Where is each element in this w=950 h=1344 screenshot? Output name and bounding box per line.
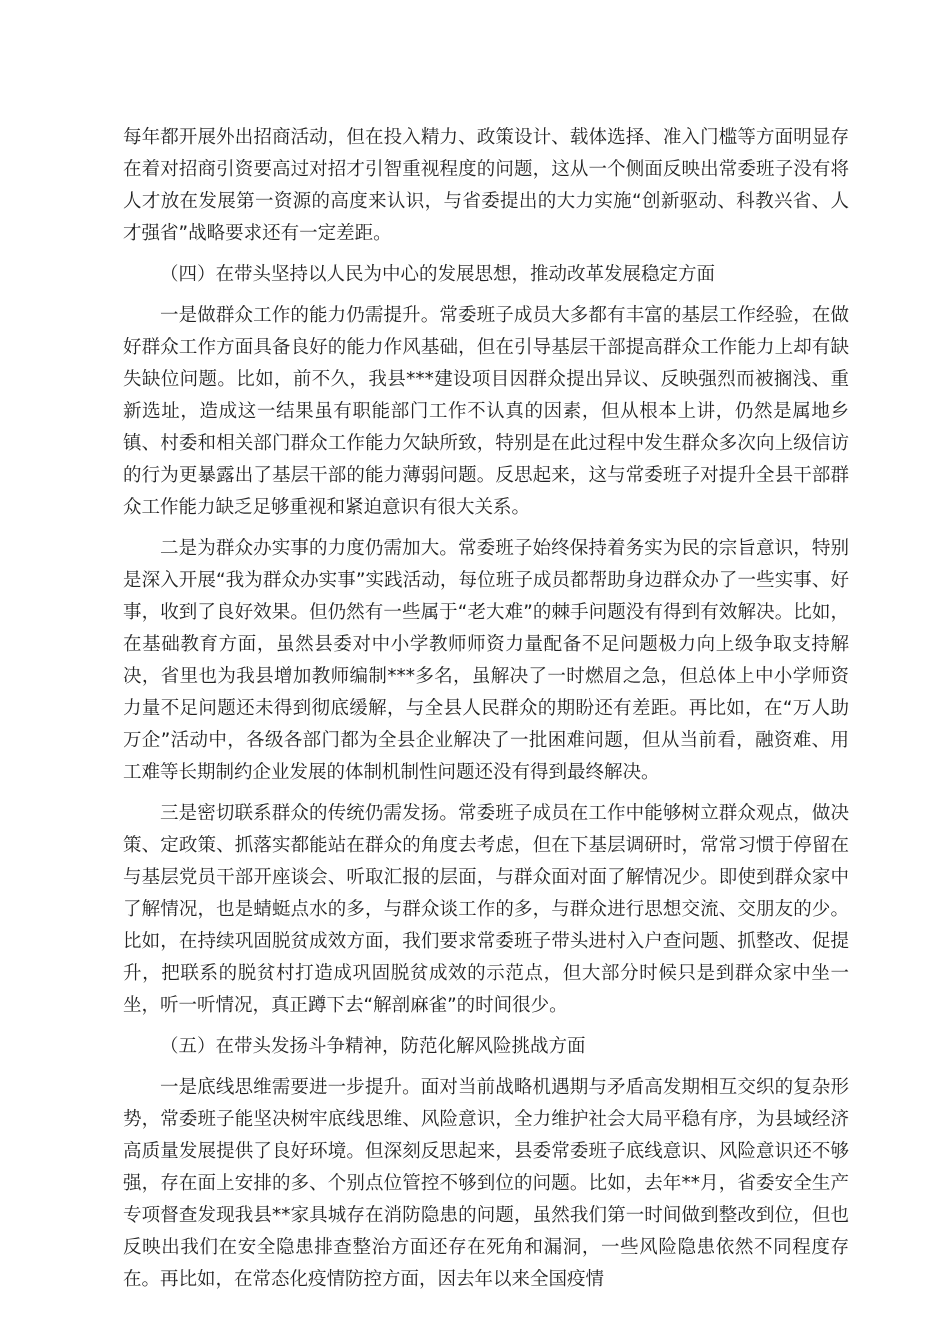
paragraph-contact-masses: 三是密切联系群众的传统仍需发扬。常委班子成员在工作中能够树立群众观点，做决策、定政策、抓落实都能站在群众的角度去考虑，但在下基层调研时，常常习惯于停留在与基层党员干部开座谈会、听取汇报的层面，与群众面对面了解情况少。即使到群众家中了解情况，也是蜻蜓点水的多，与群众谈工作的多，与群众进行思想交流、交朋友的少。比如，在持续巩固脱贫成效方面，我们要求常委班子带头进村入户查问题、抓整改、促提升，把联系的脱贫村打造成巩固脱贫成效的示范点，但大部分时候只是到群众家中坐一坐，听一听情况，真正蹲下去“解剖麻雀”的时间很少。 [123,803,849,1016]
paragraph-bottom-line-thinking: 一是底线思维需要进一步提升。面对当前战略机遇期与矛盾高发期相互交织的复杂形势，常委班子能坚决树牢底线思维、风险意识，全力维护社会大局平稳有序，为县域经济高质量发展提供了良好环境。但深刻反思起来，县委常委班子底线意识、风险意识还不够强，存在面上安排的多、个别点位管控不够到位的问题。比如，去年**月，省委安全生产专项督查发现我县**家具城存在消防隐患的问题，虽然我们第一时间做到整改到位，但也反映出我们在安全隐患排查整治方面还存在死角和漏洞，一些风险隐患依然不同程度存在。再比如，在常态化疫情防控方面，因去年以来全国疫情 [123,1077,849,1290]
document-body [123,122,849,1305]
section-heading-4: （四）在带头坚持以人民为中心的发展思想，推动改革发展稳定方面 [160,264,716,285]
section-heading-5: （五）在带头发扬斗争精神，防范化解风险挑战方面 [160,1036,586,1057]
paragraph-mass-work-ability: 一是做群众工作的能力仍需提升。常委班子成员大多都有丰富的基层工作经验，在做好群众工作方面具备良好的能力作风基础，但在引导基层干部提高群众工作能力上却有缺失缺位问题。比如，前不久，我县***建设项目因群众提出异议、反映强烈而被搁浅、重新选址，造成这一结果虽有职能部门工作不认真的因素，但从根本上讲，仍然是属地乡镇、村委和相关部门群众工作能力欠缺所致，特别是在此过程中发生群众多次向上级信访的行为更暴露出了基层干部的能力薄弱问题。反思起来，这与常委班子对提升全县干部群众工作能力缺乏足够重视和紧迫意识有很大关系。 [123,305,849,518]
paragraph-practical-matters: 二是为群众办实事的力度仍需加大。常委班子始终保持着务实为民的宗旨意识，特别是深入开展“我为群众办实事”实践活动，每位班子成员都帮助身边群众办了一些实事、好事，收到了良好效果。但仍然有一些属于“老大难”的棘手问题没有得到有效解决。比如，在基础教育方面，虽然县委对中小学教师师资力量配备不足问题极力向上级争取支持解决，省里也为我县增加教师编制***多名，虽解决了一时燃眉之急，但总体上中小学师资力量不足问题还未得到彻底缓解，与全县人民群众的期盼还有差距。再比如，在“万人助万企”活动中，各级各部门都为全县企业解决了一批困难问题，但从当前看，融资难、用工难等长期制约企业发展的体制机制性问题还没有得到最终解决。 [123,538,849,783]
paragraph-talent-strategy: 每年都开展外出招商活动，但在投入精力、政策设计、载体选择、准入门槛等方面明显存在着对招商引资要高过对招才引智重视程度的问题，这从一个侧面反映出常委班子没有将人才放在发展第一资源的高度来认识，与省委提出的大力实施“创新驱动、科教兴省、人才强省”战略要求还有一定差距。 [123,127,849,244]
